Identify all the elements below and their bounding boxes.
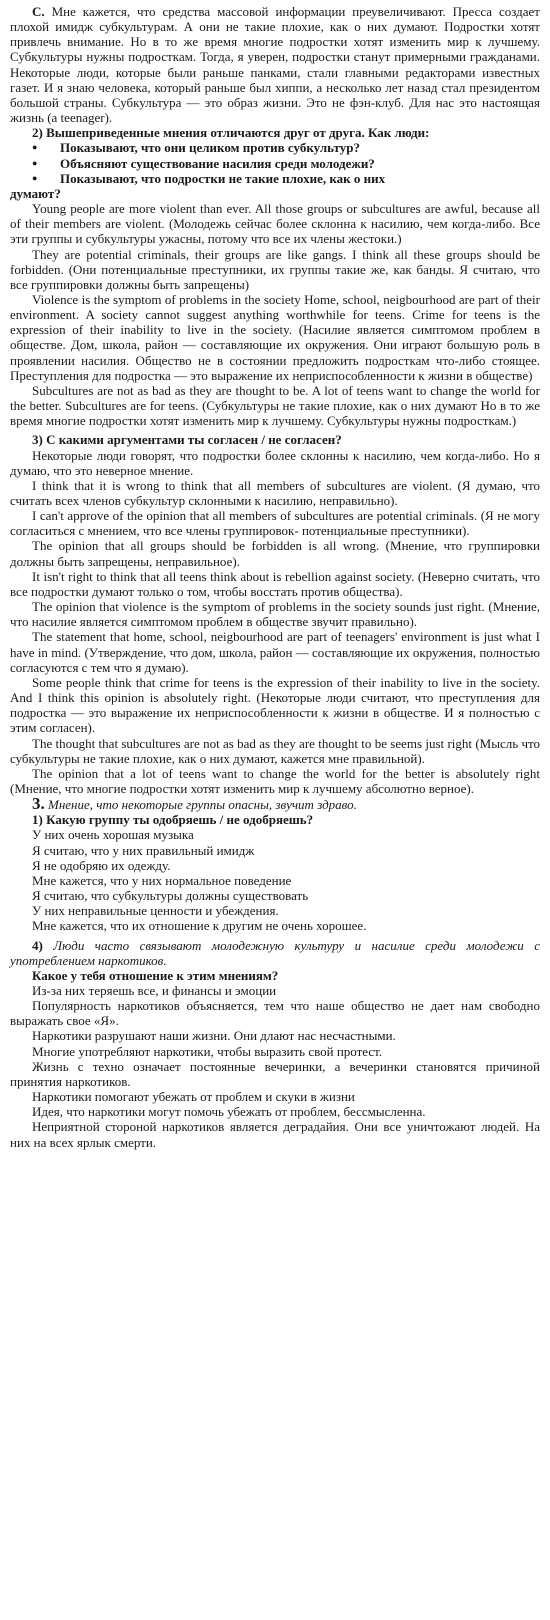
exercise-3-number: 3. — [32, 794, 45, 814]
list-line: Мне кажется, что у них нормальное поведение — [32, 872, 292, 888]
answer-paragraph: Violence is the symptom of problems in the society Home, school, neigbourhood are part of their environment. A society cannot suggest anything worthwhile for teens. Crime for teens is the expression of their inability to live in the society. (Насилие является симптомом проблем в обществе. Дом, школа, район — составляющие их окружения. Они играют большую роль в проявлении насилия. Общество не в состоянии предложить подросткам что-либо стоящее. Преступления для подростка — это выражение их неприспособленности к жизни в обществе) — [10, 291, 540, 383]
list-line: Я считаю, что субкультуры должны существовать — [32, 888, 309, 904]
exercise-3-heading — [10, 796, 540, 812]
list-line: У них очень хорошая музыка — [32, 827, 194, 843]
answer-paragraph: They are potential criminals, their groups are like gangs. I think all these groups should be forbidden. (Они потенциальные преступники, их группы такие же, как банды. Я считаю, что все группировки должны быть запрещены) — [10, 246, 540, 292]
list-line: У них неправильные ценности и убеждения. — [32, 903, 279, 919]
answer-paragraph: Жизнь с техно означает постоянные вечеринки, а вечеринки становятся причиной принятия наркотиков. — [10, 1058, 540, 1089]
exercise-3-q1-title: 1) Какую группу ты одобряешь / не одобряешь? — [32, 812, 314, 828]
opinion-c-label: C. — [32, 4, 45, 19]
question-4-number: 4) — [32, 937, 43, 953]
question-4-intro — [10, 938, 540, 968]
question-3-title: 3) С какими аргументами ты согласен / не согласен? — [32, 432, 342, 448]
question-4-intro-text: Люди часто связывают молодежную культуру и насилие среди молодежи с употреблением наркотиков. — [10, 937, 540, 968]
answer-paragraph: The thought that subcultures are not as bad as they are thought to be seems just right (Мысль что субкультуры не такие плохие, как о них думают, кажется мне правильной). — [10, 735, 540, 766]
bullet-tail: думают? — [10, 185, 61, 201]
answer-paragraph: Некоторые люди говорят, что подростки более склонны к насилию, чем когда-либо. Но я думаю, что это неверное мнение. — [10, 447, 540, 478]
answer-paragraph: Наркотики разрушают наши жизни. Они длают нас несчастными. — [32, 1028, 396, 1044]
list-line: Я не одобряю их одежду. — [32, 857, 171, 873]
answer-paragraph: Неприятной стороной наркотиков является деградайия. Они все уничтожают людей. На них на всех ярлык смерти. — [10, 1119, 540, 1150]
answer-paragraph: Многие употребляют наркотики, чтобы выразить свой протест. — [32, 1043, 383, 1059]
answer-paragraph: The opinion that violence is the symptom of problems in the society sounds just right. (Мнение, что насилие является симптомом проблем в обществе звучит правильно). — [10, 599, 540, 630]
answer-paragraph: I can't approve of the opinion that all members of subcultures are potential criminals. (Я не могу согласиться с мнением, что все члены группировок- потенциальные преступники). — [10, 508, 540, 539]
list-line: Мне кажется, что их отношение к другим не очень хорошее. — [32, 918, 367, 934]
answer-paragraph: Some people think that crime for teens is the expression of their inability to live in the society. And I think this opinion is absolutely right. (Некоторые люди считают, что преступления для подростка — это выражение их неприспособленности к жизни в обществе. И я полностью с этим согласен). — [10, 674, 540, 736]
exercise-3-subtitle: Мнение, что некоторые группы опасны, звучит здраво. — [44, 797, 357, 813]
answer-paragraph: Из-за них теряешь все, и финансы и эмоции — [32, 983, 277, 998]
opinion-c-text: Мне кажется, что средства массовой информации преувеличивают. Пресса создает плохой имидж субкультурам. А они не такие плохие, как о них думают. Подростки хотят привлечь внимание. Но в то же время многие подростки хотят изменить мир к лучшему. Субкультуры нужны подросткам. Тогда, я уверен, подростки станут примерными гражданами. Некоторые люди, которые были раньше панками, стали главными редакторами известных газет. И я знаю человека, который раньше был хиппи, а несколько лет назад стал президентом большой страны. Субкультура — это образ жизни. Это не фэн-клуб. Для нас это настоящая жизнь (a teenager). — [10, 4, 540, 126]
bullet-item: ● Объясняют существование насилия среди молодежи? — [32, 156, 540, 171]
question-2-bullets — [10, 140, 540, 185]
bullet-item: ● Показывают, что подростки не такие плохие, как о них — [32, 171, 540, 186]
bullet-item: ● Показывают, что они целиком против субкультур? — [32, 140, 540, 155]
answer-paragraph: The opinion that all groups should be forbidden is all wrong. (Мнение, что группировки должны быть запрещены, неправильное). — [10, 538, 540, 569]
answer-paragraph: Young people are more violent than ever. All those groups or subcultures are awful, because all of their members are violent. (Молодежь сейчас более склонна к насилию, чем когда-либо. Все эти группы и субкультуры ужасны, потому что все их члены жестоки.) — [10, 201, 540, 247]
answer-paragraph: It isn't right to think that all teens think about is rebellion against society. (Неверно считать, что все подростки думают только о том, чтобы восстать против общества). — [10, 568, 540, 599]
answer-paragraph: Наркотики помогают убежать от проблем и скуки в жизни — [32, 1089, 355, 1105]
answer-paragraph: The opinion that a lot of teens want to change the world for the better is absolutely right (Мнение, что многие подростки хотят изменить мир к лучшему абсолютно верное). — [10, 765, 540, 796]
answer-paragraph: Subcultures are not as bad as they are thought to be. A lot of teens want to change the world for the better. Subcultures are for teens. (Субкультуры не такие плохие, как о них думают Но в то же время многие подростки хотят изменить мир к лучшему. Субкультуры нужны подросткам.) — [10, 382, 540, 429]
answer-paragraph: I think that it is wrong to think that all members of subcultures are violent. (Я думаю, что считать всех членов субкультур склонными к насилию, неправильно). — [10, 477, 540, 508]
question-2-title: 2) Вышеприведенные мнения отличаются друг от друга. Как люди: — [32, 125, 430, 141]
opinion-c-paragraph — [10, 4, 540, 125]
question-4-title: Какое у тебя отношение к этим мнениям? — [32, 967, 279, 983]
answer-paragraph: The statement that home, school, neigbourhood are part of teenagers' environment is just what I have in mind. (Утверждение, что дом, школа, район — составляющие их окружения, полностью согласуются с тем что я думаю). — [10, 629, 540, 675]
answer-paragraph: Популярность наркотиков объясняется, тем что наше общество не дает нам свободно выражать свое «Я». — [10, 998, 540, 1029]
answer-paragraph: Идея, что наркотики могут помочь убежать от проблем, бессмысленна. — [32, 1104, 426, 1120]
list-line: Я считаю, что у них правильный имидж — [32, 842, 255, 858]
